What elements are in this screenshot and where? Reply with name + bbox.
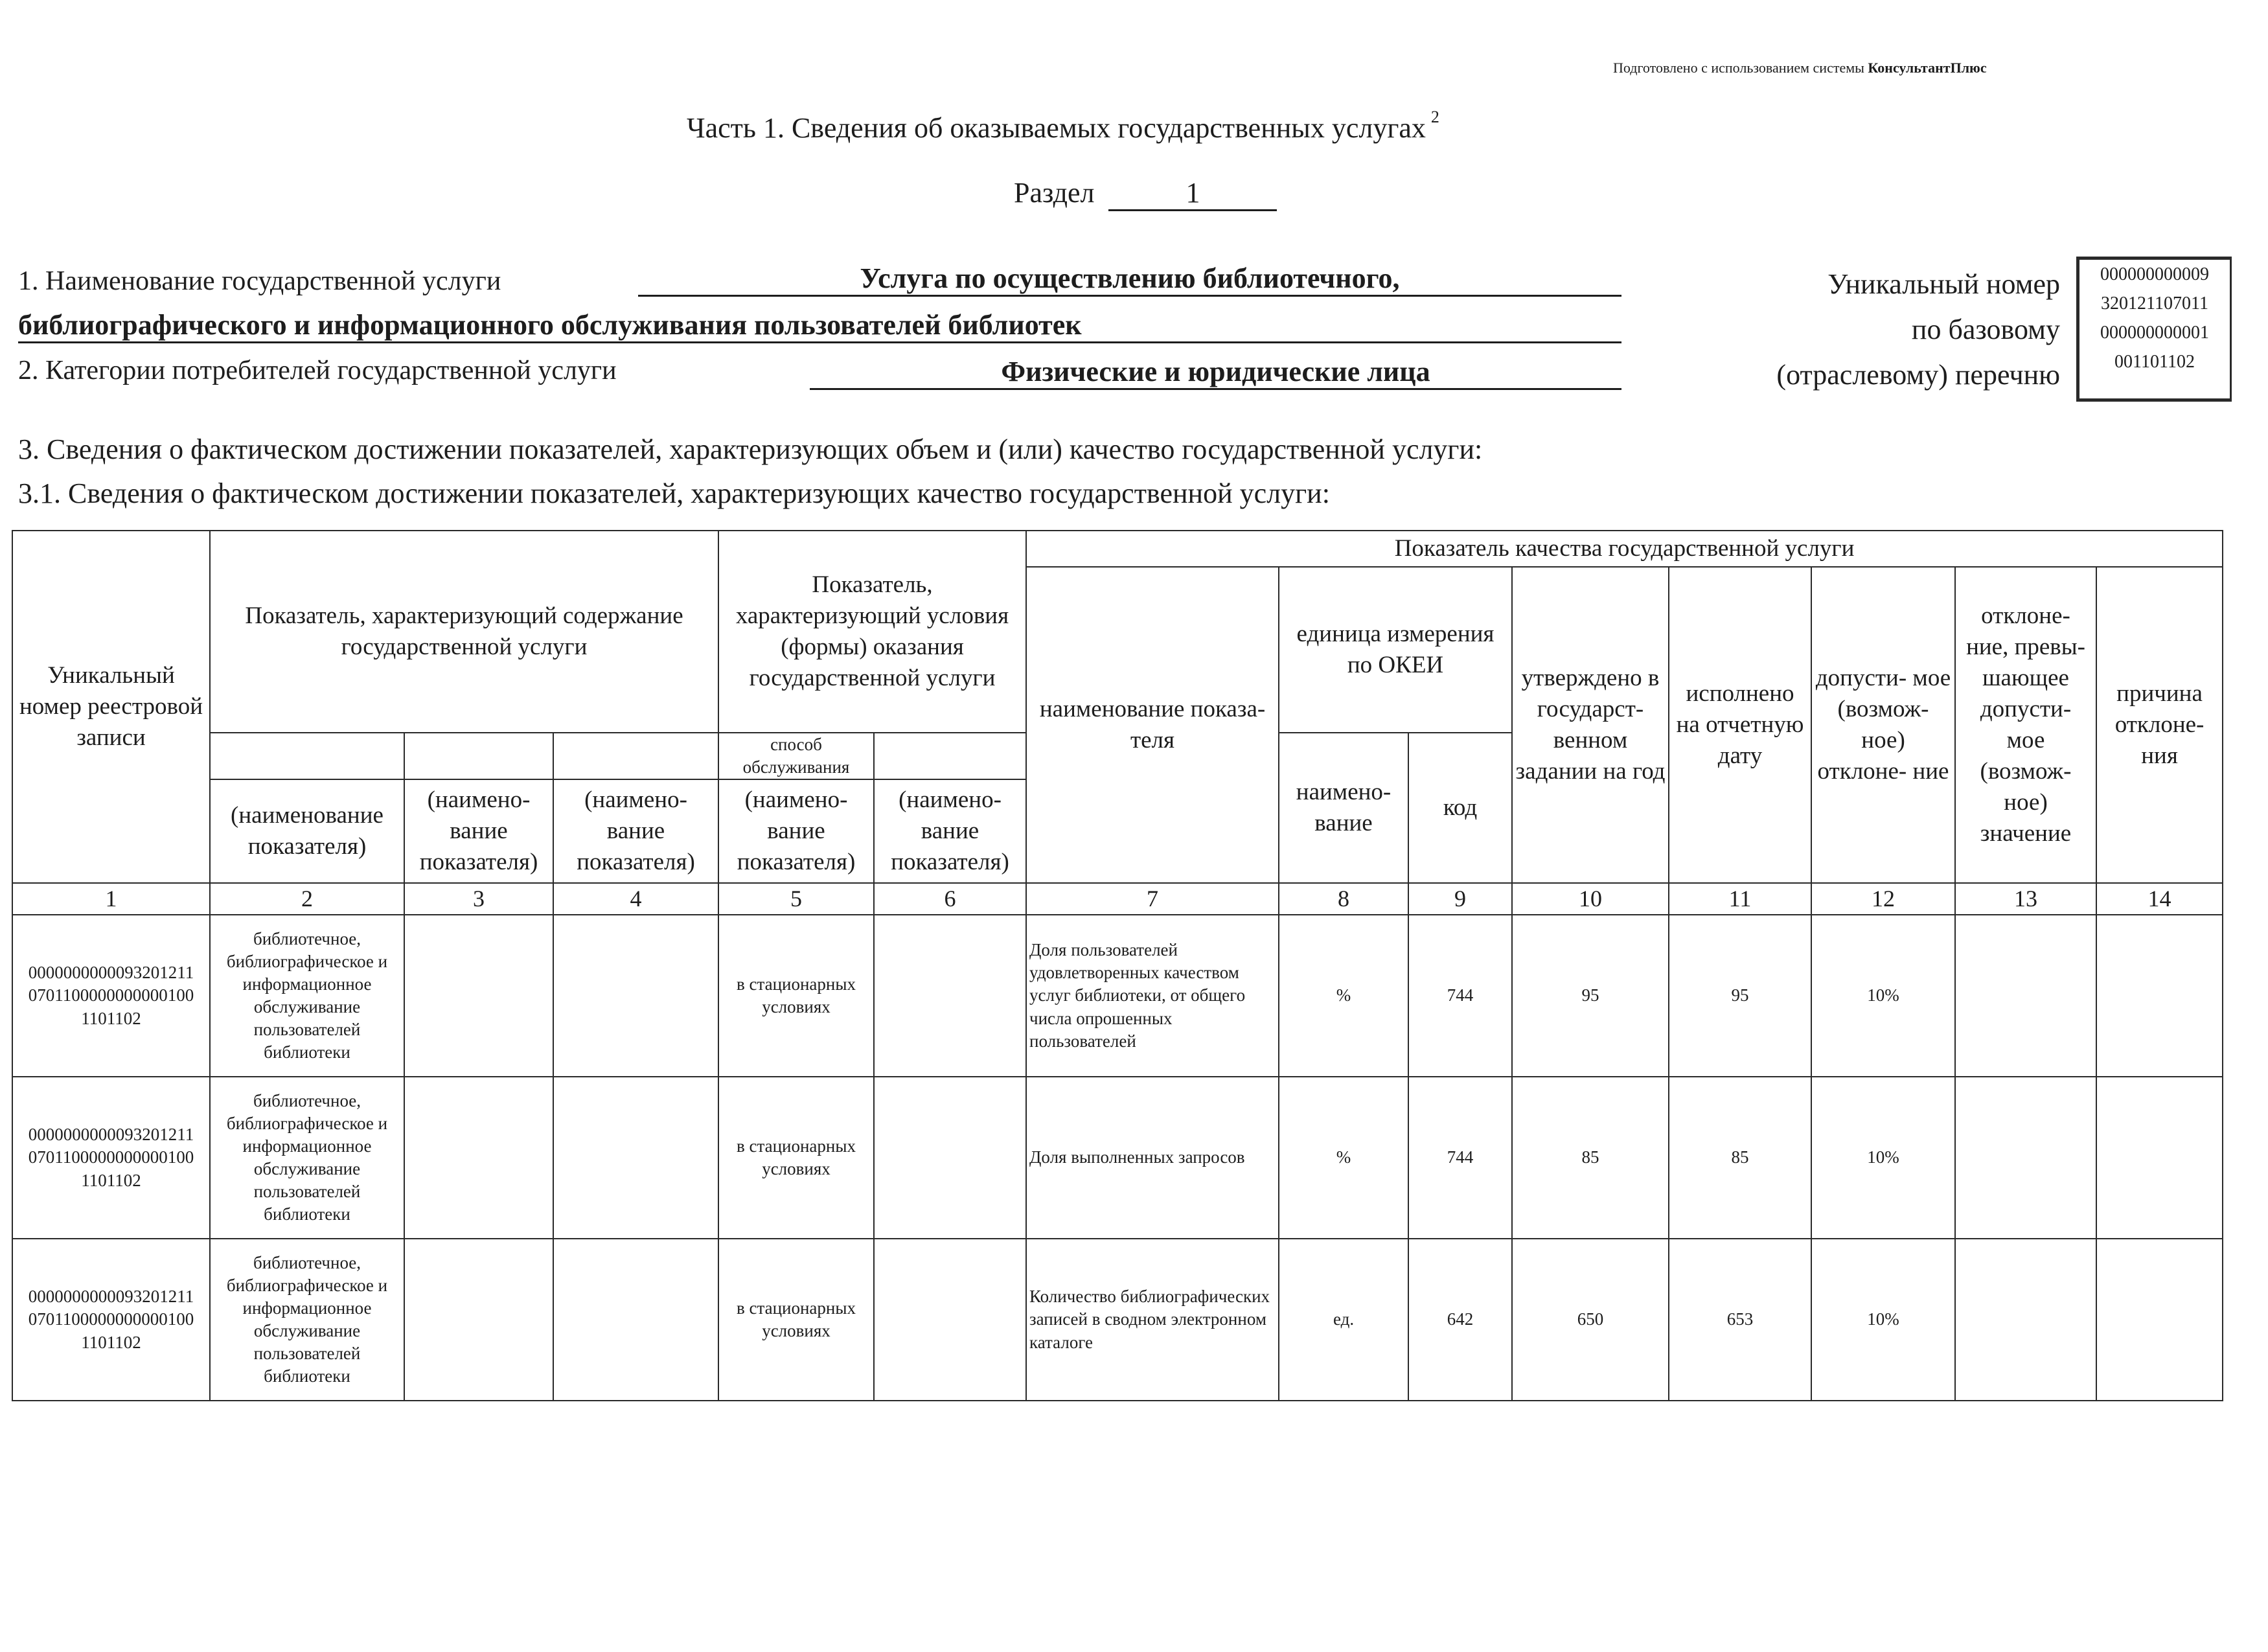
prepared-note — [1613, 60, 1987, 76]
unique-code-box — [2076, 257, 2232, 402]
subheader-indicator-name: (наимено- вание показателя) — [874, 779, 1026, 883]
cell-col4 — [553, 915, 718, 1077]
column-number: 11 — [1669, 883, 1811, 915]
table-row — [12, 915, 2223, 1077]
cell-code: 642 — [1408, 1239, 1512, 1401]
header-condition-indicator: Показатель, характеризующий условия (формы) оказания государственной услуги — [718, 531, 1026, 733]
cell-unit: % — [1279, 915, 1408, 1077]
cell-reason — [2096, 1239, 2223, 1401]
unique-label-line2: по базовому — [1911, 314, 2060, 345]
cell-allowed: 10% — [1811, 915, 1955, 1077]
column-number: 13 — [1955, 883, 2096, 915]
header-excess-deviation: отклоне- ние, превы- шающее допусти- мое (возмож- ное) значение — [1955, 567, 2096, 883]
section-label: Раздел — [1014, 177, 1095, 209]
part-title — [687, 108, 1439, 144]
section-row — [1014, 176, 1277, 211]
column-number: 12 — [1811, 883, 1955, 915]
table-row — [12, 1077, 2223, 1239]
heading-3-1: 3.1. Сведения о фактическом достижении показателей, характеризующих качество государственной услуги: — [18, 477, 1330, 509]
cell-reason — [2096, 915, 2223, 1077]
column-number: 3 — [404, 883, 553, 915]
column-numbers-row — [12, 883, 2223, 915]
cell-record: 0000000000093201211 0701100000000000100 1101102 — [12, 1077, 210, 1239]
unique-code-line: 000000000009 — [2100, 264, 2209, 284]
unique-number-label — [1697, 262, 2060, 398]
subheader-indicator-name: (наимено- вание показателя) — [553, 779, 718, 883]
unique-code-line: 001101102 — [2114, 352, 2195, 372]
header-quality-indicator: Показатель качества государственной услуги — [1026, 531, 2223, 567]
cell-excess — [1955, 1077, 2096, 1239]
cell-indicator: Количество библиографических записей в сводном электронном каталоге — [1026, 1239, 1279, 1401]
column-number: 7 — [1026, 883, 1279, 915]
header-unit: единица измерения по ОКЕИ — [1279, 567, 1512, 733]
cell-unit: % — [1279, 1077, 1408, 1239]
subheader-empty — [553, 733, 718, 779]
cell-condition: в стационарных условиях — [718, 1077, 874, 1239]
cell-done: 95 — [1669, 915, 1811, 1077]
subheader-empty — [404, 733, 553, 779]
cell-content: библиотечное, библиографическое и информационное обслуживание пользователей библиотеки — [210, 1239, 404, 1401]
quality-indicators-table — [12, 530, 2223, 1401]
cell-col3 — [404, 1077, 553, 1239]
cell-col6 — [874, 915, 1026, 1077]
cell-col4 — [553, 1239, 718, 1401]
header-done: исполнено на отчетную дату — [1669, 567, 1811, 883]
header-approved: утверждено в государст- венном задании на год — [1512, 567, 1669, 883]
subheader-indicator-name: (наимено- вание показателя) — [404, 779, 553, 883]
cell-condition: в стационарных условиях — [718, 1239, 874, 1401]
table-row — [12, 1239, 2223, 1401]
cell-record: 0000000000093201211 0701100000000000100 1101102 — [12, 1239, 210, 1401]
subheader-service-mode: способ обслуживания — [718, 733, 874, 779]
cell-code: 744 — [1408, 915, 1512, 1077]
unique-code-line: 000000000001 — [2100, 323, 2209, 343]
cell-indicator: Доля выполненных запросов — [1026, 1077, 1279, 1239]
cell-indicator: Доля пользователей удовлетворенных качеством услуг библиотеки, от общего числа опрошенных пользователей — [1026, 915, 1279, 1077]
heading-3: 3. Сведения о фактическом достижении показателей, характеризующих объем и (или) качество государственной услуги: — [18, 433, 1483, 465]
cell-done: 653 — [1669, 1239, 1811, 1401]
cell-approved: 650 — [1512, 1239, 1669, 1401]
cell-col4 — [553, 1077, 718, 1239]
subheader-unit-code: код — [1408, 733, 1512, 883]
unique-label-line3: (отраслевому) перечню — [1776, 359, 2060, 391]
column-number: 5 — [718, 883, 874, 915]
cell-approved: 85 — [1512, 1077, 1669, 1239]
service-name-line2: библиографического и информационного обслуживания пользователей библиотек — [18, 308, 1621, 343]
prepared-prefix: Подготовлено с использованием системы — [1613, 60, 1864, 76]
cell-reason — [2096, 1077, 2223, 1239]
part-title-text: Часть 1. Сведения об оказываемых государственных услугах — [687, 112, 1426, 144]
subheader-empty — [874, 733, 1026, 779]
header-indicator-name: наименование показа- теля — [1026, 567, 1279, 883]
cell-done: 85 — [1669, 1077, 1811, 1239]
cell-approved: 95 — [1512, 915, 1669, 1077]
cell-excess — [1955, 1239, 2096, 1401]
cell-col6 — [874, 1239, 1026, 1401]
cell-condition: в стационарных условиях — [718, 915, 874, 1077]
column-number: 14 — [2096, 883, 2223, 915]
cell-col3 — [404, 915, 553, 1077]
subheader-indicator-name: (наимено- вание показателя) — [718, 779, 874, 883]
cell-content: библиотечное, библиографическое и информационное обслуживание пользователей библиотеки — [210, 1077, 404, 1239]
section-number: 1 — [1108, 176, 1277, 211]
cell-allowed: 10% — [1811, 1239, 1955, 1401]
column-number: 4 — [553, 883, 718, 915]
cell-allowed: 10% — [1811, 1077, 1955, 1239]
cell-excess — [1955, 915, 2096, 1077]
prepared-brand: КонсультантПлюс — [1868, 60, 1987, 76]
cell-col3 — [404, 1239, 553, 1401]
cell-unit: ед. — [1279, 1239, 1408, 1401]
cell-col6 — [874, 1077, 1026, 1239]
service-name-label: 1. Наименование государственной услуги — [18, 266, 501, 296]
unique-code-line: 320121107011 — [2101, 293, 2208, 314]
cell-content: библиотечное, библиографическое и информационное обслуживание пользователей библиотеки — [210, 915, 404, 1077]
unique-label-line1: Уникальный номер — [1827, 268, 2060, 300]
part-footnote: 2 — [1430, 108, 1439, 126]
column-number: 10 — [1512, 883, 1669, 915]
column-number: 8 — [1279, 883, 1408, 915]
subheader-unit-name: наимено- вание — [1279, 733, 1408, 883]
column-number: 9 — [1408, 883, 1512, 915]
header-allowed-deviation: допусти- мое (возмож- ное) отклоне- ние — [1811, 567, 1955, 883]
header-deviation-reason: причина отклоне- ния — [2096, 567, 2223, 883]
header-content-indicator: Показатель, характеризующий содержание государственной услуги — [210, 531, 718, 733]
subheader-indicator-name: (наименование показателя) — [210, 779, 404, 883]
header-unique-record: Уникальный номер реестровой записи — [12, 531, 210, 883]
consumers-label: 2. Категории потребителей государственной услуги — [18, 356, 617, 385]
cell-record: 0000000000093201211 0701100000000000100 1101102 — [12, 915, 210, 1077]
subheader-empty — [210, 733, 404, 779]
column-number: 6 — [874, 883, 1026, 915]
service-name-line1: Услуга по осуществлению библиотечного, — [638, 262, 1621, 297]
column-number: 1 — [12, 883, 210, 915]
column-number: 2 — [210, 883, 404, 915]
consumers-value: Физические и юридические лица — [810, 355, 1621, 390]
cell-code: 744 — [1408, 1077, 1512, 1239]
